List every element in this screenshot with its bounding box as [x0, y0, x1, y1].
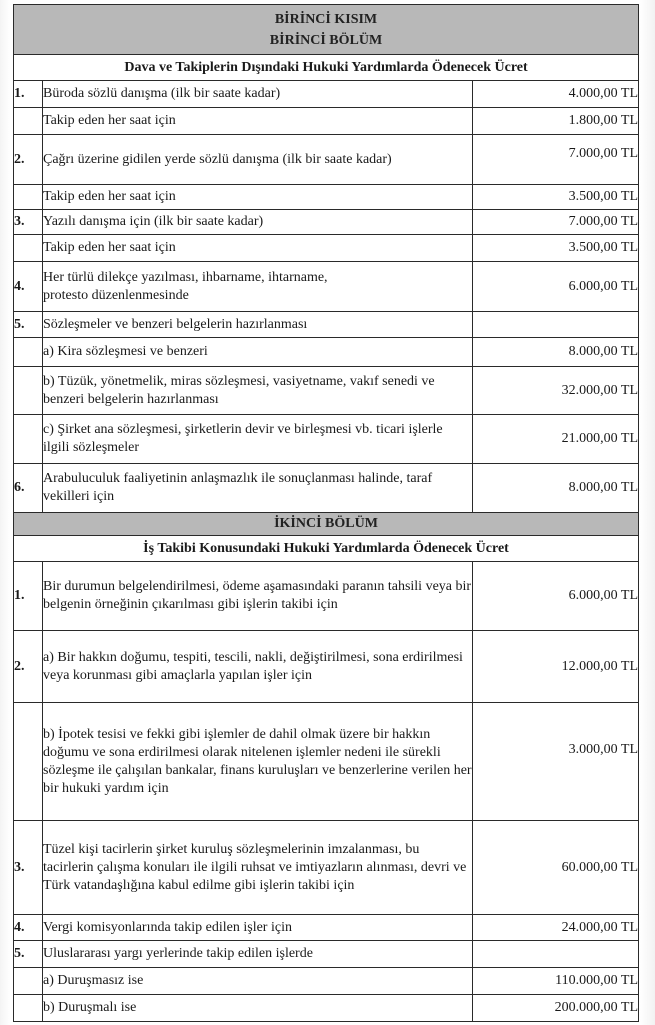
row-description: Arabuluculuk faaliyetinin anlaşmazlık ile sonuçlanması halinde, taraf vekilleri için [43, 464, 473, 513]
table-row [14, 367, 639, 415]
row-amount: 3.000,00 TL [473, 703, 639, 821]
row-number: 6. [14, 464, 43, 513]
table-row [14, 703, 639, 821]
row-number [14, 415, 43, 464]
row-amount: 6.000,00 TL [473, 562, 639, 631]
row-number: 5. [14, 312, 43, 338]
table-row [14, 941, 639, 968]
row-number: 1. [14, 562, 43, 631]
row-description: Çağrı üzerine gidilen yerde sözlü danışma (ilk bir saate kadar) [43, 135, 473, 185]
row-description: Tüzel kişi tacirlerin şirket kuruluş sözleşmelerinin imzalanması, bu tacirlerin çalışma konuları ile ilgili ruhsat ve imtiyazların alınması, devri ve Türk vatandaşlığına kabul edilme gibi işlerin takibi için [43, 821, 473, 915]
row-number: 3. [14, 821, 43, 915]
table-row [14, 915, 639, 941]
row-description: Büroda sözlü danışma (ilk bir saate kadar) [43, 81, 473, 108]
section2-header-row [14, 513, 639, 536]
table-row [14, 108, 639, 135]
row-number [14, 968, 43, 995]
row-description: c) Şirket ana sözleşmesi, şirketlerin devir ve birleşmesi vb. ticari işlerle ilgili sözleşmeler [43, 415, 473, 464]
row-number [14, 367, 43, 415]
row-description: Yazılı danışma için (ilk bir saate kadar) [43, 210, 473, 235]
row-number: 3. [14, 210, 43, 235]
part-header [14, 5, 639, 55]
row-amount: 7.000,00 TL [473, 210, 639, 235]
row-amount: 3.500,00 TL [473, 235, 639, 262]
row-amount: 24.000,00 TL [473, 915, 639, 941]
row-description: b) Duruşmalı ise [43, 995, 473, 1022]
section1-subtitle: Dava ve Takiplerin Dışındaki Hukuki Yardımlarda Ödenecek Ücret [14, 55, 639, 81]
table-row [14, 312, 639, 338]
row-description: a) Kira sözleşmesi ve benzeri [43, 338, 473, 367]
row-number: 2. [14, 135, 43, 185]
row-amount: 12.000,00 TL [473, 631, 639, 703]
table-row [14, 995, 639, 1022]
row-description: Bir durumun belgelendirilmesi, ödeme aşamasındaki paranın tahsili veya bir belgenin örneğinin çıkarılması gibi işlerin takibi için [43, 562, 473, 631]
row-amount: 8.000,00 TL [473, 464, 639, 513]
row-description: Takip eden her saat için [43, 185, 473, 210]
table-row [14, 135, 639, 185]
table-row [14, 235, 639, 262]
row-description: a) Duruşmasız ise [43, 968, 473, 995]
row-number [14, 108, 43, 135]
row-amount: 3.500,00 TL [473, 185, 639, 210]
table-row [14, 185, 639, 210]
row-amount: 8.000,00 TL [473, 338, 639, 367]
row-amount: 60.000,00 TL [473, 821, 639, 915]
section2-heading: İKİNCİ BÖLÜM [14, 513, 639, 536]
row-description: Vergi komisyonlarında takip edilen işler için [43, 915, 473, 941]
row-amount: 7.000,00 TL [473, 135, 639, 185]
section1-heading: BİRİNCİ BÖLÜM [269, 33, 383, 48]
row-amount [473, 941, 639, 968]
table-row [14, 262, 639, 312]
table-row [14, 968, 639, 995]
row-number [14, 995, 43, 1022]
row-description: Her türlü dilekçe yazılması, ihbarname, ihtarname, protesto düzenlenmesinde [43, 262, 473, 312]
fee-schedule-table [13, 4, 639, 1022]
part-title: BİRİNCİ KISIM [274, 12, 378, 27]
row-description: b) Tüzük, yönetmelik, miras sözleşmesi, vasiyetname, vakıf senedi ve benzeri belgelerin hazırlanması [43, 367, 473, 415]
table-row [14, 821, 639, 915]
row-amount [473, 312, 639, 338]
row-number: 5. [14, 941, 43, 968]
table-row [14, 338, 639, 367]
section2-subtitle: İş Takibi Konusundaki Hukuki Yardımlarda Ödenecek Ücret [14, 536, 639, 562]
row-number: 2. [14, 631, 43, 703]
table-row [14, 415, 639, 464]
row-amount: 200.000,00 TL [473, 995, 639, 1022]
row-description: b) İpotek tesisi ve fekki gibi işlemler de dahil olmak üzere bir hakkın doğumu ve sona erdirilmesi olarak nitelenen işlemler nedeni ile sürekli sözleşme ile çalışılan bankalar, finans kuruluşları ve benzerlerine verilen her bir hukuki yardım için [43, 703, 473, 821]
section2-subtitle-row [14, 536, 639, 562]
row-amount: 4.000,00 TL [473, 81, 639, 108]
row-number [14, 338, 43, 367]
table-row [14, 464, 639, 513]
section1-subtitle-row [14, 55, 639, 81]
table-row [14, 631, 639, 703]
row-amount: 1.800,00 TL [473, 108, 639, 135]
part-header-row [14, 5, 639, 55]
row-amount: 6.000,00 TL [473, 262, 639, 312]
table-row [14, 210, 639, 235]
row-description: Uluslararası yargı yerlerinde takip edilen işlerde [43, 941, 473, 968]
row-number: 4. [14, 915, 43, 941]
row-amount: 32.000,00 TL [473, 367, 639, 415]
row-description: a) Bir hakkın doğumu, tespiti, tescili, nakli, değiştirilmesi, sona erdirilmesi veya korunması gibi amaçlarla yapılan işler için [43, 631, 473, 703]
row-number [14, 185, 43, 210]
row-description: Sözleşmeler ve benzeri belgelerin hazırlanması [43, 312, 473, 338]
row-description: Takip eden her saat için [43, 235, 473, 262]
table-row [14, 562, 639, 631]
row-number: 1. [14, 81, 43, 108]
row-description: Takip eden her saat için [43, 108, 473, 135]
row-number: 4. [14, 262, 43, 312]
table-row [14, 81, 639, 108]
row-amount: 21.000,00 TL [473, 415, 639, 464]
row-amount: 110.000,00 TL [473, 968, 639, 995]
row-number [14, 703, 43, 821]
row-number [14, 235, 43, 262]
